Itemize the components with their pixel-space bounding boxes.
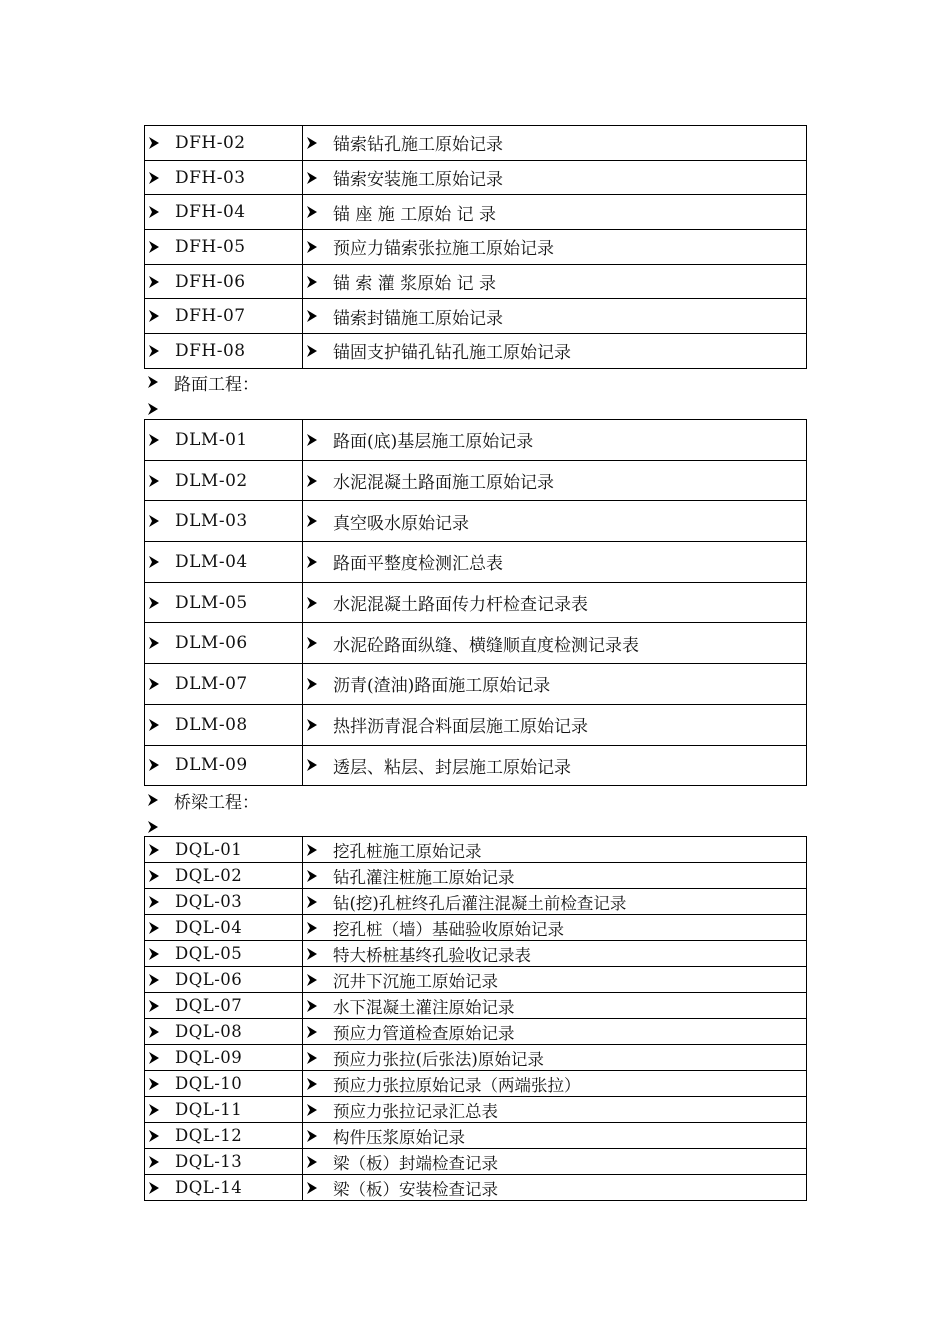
bullet-arrow-icon bbox=[149, 678, 159, 690]
bullet-arrow-icon bbox=[149, 1078, 159, 1090]
table-row bbox=[145, 501, 807, 542]
code-cell bbox=[145, 837, 303, 863]
title-cell bbox=[303, 542, 807, 583]
record-code: DQL-13 bbox=[175, 1152, 243, 1171]
bullet-arrow-icon bbox=[307, 434, 317, 446]
bullet-arrow-icon bbox=[307, 922, 317, 934]
record-title: 水下混凝土灌注原始记录 bbox=[333, 997, 515, 1017]
table-row bbox=[145, 195, 807, 230]
table-row bbox=[145, 334, 807, 369]
code-cell bbox=[145, 1149, 303, 1175]
bullet-arrow-icon bbox=[149, 310, 159, 322]
table-row bbox=[145, 264, 807, 299]
code-cell bbox=[145, 334, 303, 369]
road-heading-text: 路面工程： bbox=[174, 374, 259, 395]
bullet-arrow-icon bbox=[307, 1104, 317, 1116]
table-row bbox=[145, 1123, 807, 1149]
code-cell bbox=[145, 542, 303, 583]
record-title: 钻(挖)孔桩终孔后灌注混凝土前检查记录 bbox=[333, 893, 627, 913]
bullet-arrow-icon bbox=[307, 1000, 317, 1012]
table-row bbox=[145, 1097, 807, 1123]
bullet-arrow-icon bbox=[148, 403, 158, 415]
record-title: 锚索钻孔施工原始记录 bbox=[333, 135, 503, 156]
empty-bullet bbox=[144, 818, 174, 838]
bullet-arrow-icon bbox=[307, 1078, 317, 1090]
bullet-arrow-icon bbox=[307, 241, 317, 253]
table-row bbox=[145, 1175, 807, 1201]
bullet-arrow-icon bbox=[307, 515, 317, 527]
record-title: 热拌沥青混合料面层施工原始记录 bbox=[333, 717, 588, 738]
bullet-arrow-icon bbox=[149, 1182, 159, 1194]
table-row bbox=[145, 1045, 807, 1071]
record-title: 锚索封锚施工原始记录 bbox=[333, 308, 503, 329]
bullet-arrow-icon bbox=[149, 515, 159, 527]
bullet-arrow-icon bbox=[307, 475, 317, 487]
record-title: 真空吸水原始记录 bbox=[333, 513, 469, 534]
table-row bbox=[145, 420, 807, 461]
code-cell bbox=[145, 889, 303, 915]
bullet-arrow-icon bbox=[149, 974, 159, 986]
title-cell bbox=[303, 1123, 807, 1149]
bullet-arrow-icon bbox=[307, 345, 317, 357]
code-cell bbox=[145, 230, 303, 265]
title-cell bbox=[303, 941, 807, 967]
record-code: DFH-03 bbox=[175, 167, 246, 188]
code-cell bbox=[145, 1123, 303, 1149]
table-row bbox=[145, 1071, 807, 1097]
record-title: 预应力张拉原始记录（两端张拉） bbox=[333, 1075, 581, 1095]
table-row bbox=[145, 837, 807, 863]
bullet-arrow-icon bbox=[149, 241, 159, 253]
bullet-arrow-icon bbox=[307, 896, 317, 908]
bullet-arrow-icon bbox=[149, 948, 159, 960]
title-cell bbox=[303, 334, 807, 369]
bullet-arrow-icon bbox=[307, 870, 317, 882]
table-row bbox=[145, 542, 807, 583]
code-cell bbox=[145, 195, 303, 230]
record-code: DLM-03 bbox=[175, 511, 248, 532]
record-title: 锚 座 施 工原始 记 录 bbox=[333, 204, 497, 225]
record-code: DQL-08 bbox=[175, 1022, 243, 1041]
bullet-arrow-icon bbox=[149, 345, 159, 357]
code-cell bbox=[145, 1045, 303, 1071]
title-cell bbox=[303, 745, 807, 786]
record-title: 预应力张拉记录汇总表 bbox=[333, 1101, 498, 1121]
table-row bbox=[145, 704, 807, 745]
bullet-arrow-icon bbox=[307, 974, 317, 986]
anchor-records-table bbox=[144, 125, 807, 369]
title-cell bbox=[303, 1045, 807, 1071]
table-row bbox=[145, 582, 807, 623]
title-cell bbox=[303, 230, 807, 265]
title-cell bbox=[303, 420, 807, 461]
bullet-arrow-icon bbox=[307, 948, 317, 960]
record-code: DLM-06 bbox=[175, 633, 248, 654]
record-title: 梁（板）安装检查记录 bbox=[333, 1179, 498, 1199]
bridge-section-heading bbox=[144, 788, 259, 812]
empty-bullet bbox=[144, 400, 174, 420]
record-code: DFH-07 bbox=[175, 306, 246, 327]
title-cell bbox=[303, 967, 807, 993]
table-row bbox=[145, 993, 807, 1019]
title-cell bbox=[303, 195, 807, 230]
record-code: DFH-08 bbox=[175, 340, 246, 361]
code-cell bbox=[145, 623, 303, 664]
bullet-arrow-icon bbox=[148, 794, 158, 806]
code-cell bbox=[145, 264, 303, 299]
bullet-arrow-icon bbox=[149, 870, 159, 882]
table-row bbox=[145, 941, 807, 967]
bullet-arrow-icon bbox=[307, 137, 317, 149]
bullet-arrow-icon bbox=[307, 1026, 317, 1038]
code-cell bbox=[145, 1071, 303, 1097]
record-title: 钻孔灌注桩施工原始记录 bbox=[333, 867, 515, 887]
record-title: 预应力锚索张拉施工原始记录 bbox=[333, 239, 554, 260]
bullet-arrow-icon bbox=[149, 434, 159, 446]
bullet-arrow-icon bbox=[149, 1156, 159, 1168]
bullet-arrow-icon bbox=[149, 759, 159, 771]
record-code: DFH-06 bbox=[175, 271, 246, 292]
bullet-arrow-icon bbox=[149, 597, 159, 609]
record-code: DLM-02 bbox=[175, 470, 248, 491]
code-cell bbox=[145, 967, 303, 993]
record-code: DQL-12 bbox=[175, 1126, 243, 1145]
record-title: 路面平整度检测汇总表 bbox=[333, 554, 503, 575]
bullet-arrow-icon bbox=[307, 206, 317, 218]
record-title: 特大桥桩基终孔验收记录表 bbox=[333, 945, 531, 965]
code-cell bbox=[145, 745, 303, 786]
table-row bbox=[145, 160, 807, 195]
table-row bbox=[145, 889, 807, 915]
bullet-arrow-icon bbox=[307, 556, 317, 568]
record-code: DQL-04 bbox=[175, 918, 243, 937]
code-cell bbox=[145, 501, 303, 542]
title-cell bbox=[303, 664, 807, 705]
bullet-arrow-icon bbox=[148, 821, 158, 833]
record-code: DQL-01 bbox=[175, 840, 243, 859]
title-cell bbox=[303, 1149, 807, 1175]
bullet-arrow-icon bbox=[307, 1182, 317, 1194]
table-row bbox=[145, 915, 807, 941]
record-code: DQL-14 bbox=[175, 1178, 243, 1197]
title-cell bbox=[303, 501, 807, 542]
record-title: 构件压浆原始记录 bbox=[333, 1127, 465, 1147]
code-cell bbox=[145, 460, 303, 501]
code-cell bbox=[145, 1175, 303, 1201]
bullet-arrow-icon bbox=[149, 206, 159, 218]
bullet-arrow-icon bbox=[307, 719, 317, 731]
title-cell bbox=[303, 993, 807, 1019]
record-code: DQL-03 bbox=[175, 892, 243, 911]
table-row bbox=[145, 460, 807, 501]
code-cell bbox=[145, 664, 303, 705]
bridge-records-table bbox=[144, 836, 807, 1201]
table-row bbox=[145, 126, 807, 161]
bullet-arrow-icon bbox=[307, 759, 317, 771]
bullet-arrow-icon bbox=[149, 896, 159, 908]
record-code: DFH-04 bbox=[175, 202, 246, 223]
bridge-heading-text: 桥梁工程： bbox=[174, 792, 259, 813]
record-title: 透层、粘层、封层施工原始记录 bbox=[333, 757, 571, 778]
code-cell bbox=[145, 126, 303, 161]
table-row bbox=[145, 664, 807, 705]
record-title: 水泥混凝土路面施工原始记录 bbox=[333, 473, 554, 494]
code-cell bbox=[145, 993, 303, 1019]
bullet-arrow-icon bbox=[149, 556, 159, 568]
record-title: 路面(底)基层施工原始记录 bbox=[333, 432, 534, 453]
bullet-arrow-icon bbox=[149, 1104, 159, 1116]
table-row bbox=[145, 863, 807, 889]
bullet-arrow-icon bbox=[149, 1026, 159, 1038]
title-cell bbox=[303, 1175, 807, 1201]
record-code: DQL-09 bbox=[175, 1048, 243, 1067]
record-title: 预应力管道检查原始记录 bbox=[333, 1023, 515, 1043]
code-cell bbox=[145, 915, 303, 941]
record-code: DLM-04 bbox=[175, 551, 248, 572]
bullet-arrow-icon bbox=[149, 637, 159, 649]
record-code: DQL-06 bbox=[175, 970, 243, 989]
bullet-arrow-icon bbox=[307, 678, 317, 690]
bullet-arrow-icon bbox=[307, 172, 317, 184]
bullet-arrow-icon bbox=[307, 844, 317, 856]
title-cell bbox=[303, 837, 807, 863]
title-cell bbox=[303, 863, 807, 889]
record-code: DQL-11 bbox=[175, 1100, 243, 1119]
road-records-table bbox=[144, 419, 807, 786]
bullet-arrow-icon bbox=[307, 310, 317, 322]
bullet-arrow-icon bbox=[149, 137, 159, 149]
title-cell bbox=[303, 889, 807, 915]
record-title: 水泥混凝土路面传力杆检查记录表 bbox=[333, 595, 588, 616]
record-code: DLM-01 bbox=[175, 429, 248, 450]
record-title: 锚索安装施工原始记录 bbox=[333, 170, 503, 191]
title-cell bbox=[303, 126, 807, 161]
title-cell bbox=[303, 264, 807, 299]
title-cell bbox=[303, 299, 807, 334]
record-code: DLM-07 bbox=[175, 673, 248, 694]
bullet-arrow-icon bbox=[149, 276, 159, 288]
record-code: DLM-08 bbox=[175, 714, 248, 735]
record-title: 沉井下沉施工原始记录 bbox=[333, 971, 498, 991]
code-cell bbox=[145, 1019, 303, 1045]
code-cell bbox=[145, 299, 303, 334]
record-title: 水泥砼路面纵缝、横缝顺直度检测记录表 bbox=[333, 635, 639, 656]
table-row bbox=[145, 299, 807, 334]
record-code: DLM-09 bbox=[175, 755, 248, 776]
code-cell bbox=[145, 863, 303, 889]
record-code: DLM-05 bbox=[175, 592, 248, 613]
title-cell bbox=[303, 623, 807, 664]
bullet-arrow-icon bbox=[149, 475, 159, 487]
table-row bbox=[145, 1149, 807, 1175]
record-code: DFH-02 bbox=[175, 132, 246, 153]
code-cell bbox=[145, 160, 303, 195]
table-row bbox=[145, 1019, 807, 1045]
table-row bbox=[145, 745, 807, 786]
bullet-arrow-icon bbox=[148, 376, 158, 388]
bullet-arrow-icon bbox=[307, 597, 317, 609]
record-title: 梁（板）封端检查记录 bbox=[333, 1153, 498, 1173]
record-title: 锚固支护锚孔钻孔施工原始记录 bbox=[333, 343, 571, 364]
table-row bbox=[145, 623, 807, 664]
title-cell bbox=[303, 915, 807, 941]
road-section-heading bbox=[144, 370, 259, 394]
bullet-arrow-icon bbox=[307, 1052, 317, 1064]
title-cell bbox=[303, 460, 807, 501]
title-cell bbox=[303, 160, 807, 195]
record-code: DQL-02 bbox=[175, 866, 243, 885]
record-title: 挖孔桩（墙）基础验收原始记录 bbox=[333, 919, 564, 939]
record-code: DQL-05 bbox=[175, 944, 243, 963]
bullet-arrow-icon bbox=[307, 276, 317, 288]
record-code: DQL-10 bbox=[175, 1074, 243, 1093]
bullet-arrow-icon bbox=[149, 922, 159, 934]
code-cell bbox=[145, 704, 303, 745]
record-title: 沥青(渣油)路面施工原始记录 bbox=[333, 676, 551, 697]
record-code: DFH-05 bbox=[175, 236, 246, 257]
code-cell bbox=[145, 941, 303, 967]
code-cell bbox=[145, 582, 303, 623]
code-cell bbox=[145, 1097, 303, 1123]
title-cell bbox=[303, 582, 807, 623]
record-title: 预应力张拉(后张法)原始记录 bbox=[333, 1049, 544, 1069]
bullet-arrow-icon bbox=[149, 1000, 159, 1012]
record-code: DQL-07 bbox=[175, 996, 243, 1015]
bullet-arrow-icon bbox=[149, 1052, 159, 1064]
bullet-arrow-icon bbox=[149, 1130, 159, 1142]
title-cell bbox=[303, 1097, 807, 1123]
bullet-arrow-icon bbox=[149, 719, 159, 731]
bullet-arrow-icon bbox=[307, 1156, 317, 1168]
record-title: 挖孔桩施工原始记录 bbox=[333, 841, 482, 861]
bullet-arrow-icon bbox=[307, 637, 317, 649]
title-cell bbox=[303, 1071, 807, 1097]
title-cell bbox=[303, 1019, 807, 1045]
table-row bbox=[145, 230, 807, 265]
bullet-arrow-icon bbox=[307, 1130, 317, 1142]
record-title: 锚 索 灌 浆原始 记 录 bbox=[333, 274, 497, 295]
bullet-arrow-icon bbox=[149, 172, 159, 184]
bullet-arrow-icon bbox=[149, 844, 159, 856]
code-cell bbox=[145, 420, 303, 461]
title-cell bbox=[303, 704, 807, 745]
table-row bbox=[145, 967, 807, 993]
